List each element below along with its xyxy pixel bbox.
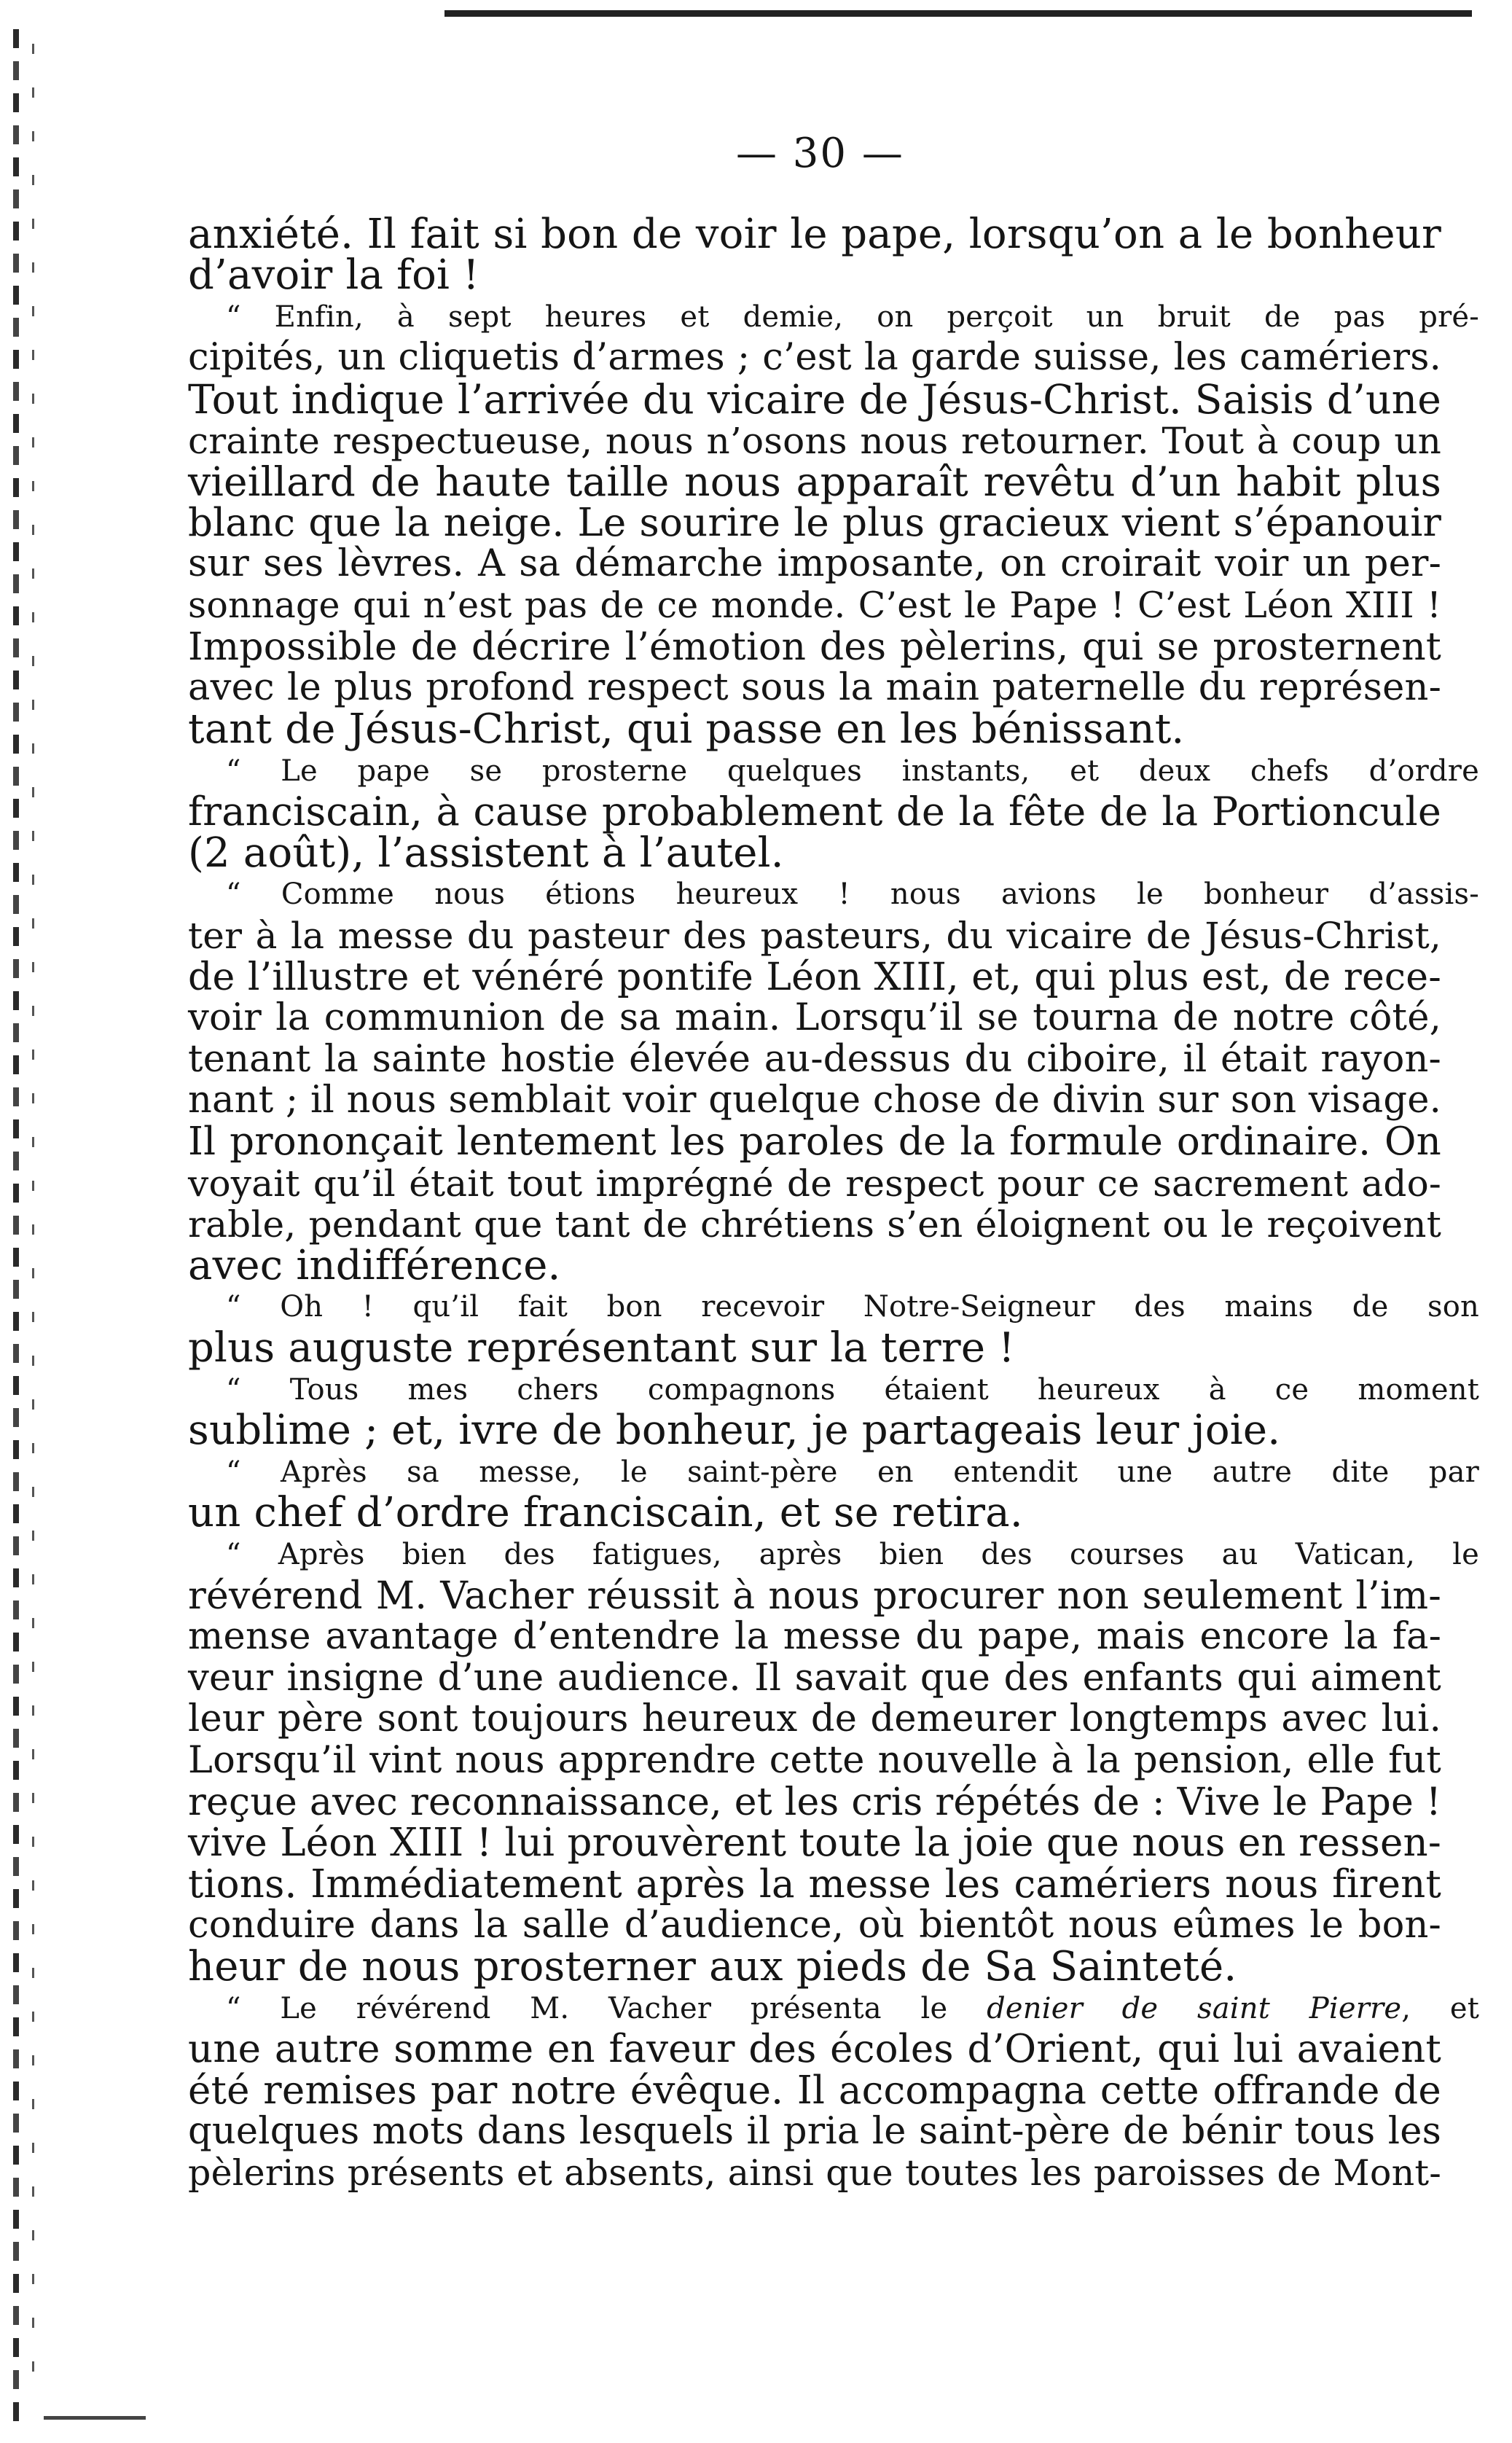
scan-edge-left [13,29,19,2427]
text-line: “ Après sa messe, le saint-père en entendit une autre dite par [226,1455,1479,1489]
scan-edge-top [444,10,1472,17]
text-line: été remises par notre évêque. Il accompagna cette offrande de [188,2068,1441,2113]
text-line: Il prononçait lentement les paroles de la formule ordinaire. On [188,1119,1441,1164]
text-line: un chef d’ordre franciscain, et se retira. [188,1489,1023,1536]
text-line: révérend M. Vacher réussit à nous procurer non seulement l’im- [188,1574,1441,1618]
text-line: heur de nous prosterner aux pieds de Sa Sainteté. [188,1943,1237,1990]
text-line: vive Léon XIII ! lui prouvèrent toute la joie que nous en ressen- [188,1821,1441,1865]
scan-edge-bottom [44,2416,146,2420]
text-line: leur père sont toujours heureux de demeurer longtemps avec lui. [188,1697,1441,1740]
text-line: sublime ; et, ivre de bonheur, je partageais leur joie. [188,1407,1281,1454]
text-line: sur ses lèvres. A sa démarche imposante, on croirait voir un per- [188,542,1441,585]
text-line: “ Oh ! qu’il fait bon recevoir Notre-Seigneur des mains de son [226,1290,1479,1324]
text-line: vieillard de haute taille nous apparaît revêtu d’un habit plus [188,458,1441,505]
text-line: franciscain, à cause probablement de la fête de la Portioncule [188,789,1441,834]
text-line: ter à la messe du pasteur des pasteurs, du vicaire de Jésus-Christ, [188,915,1441,957]
text-line: rable, pendant que tant de chrétiens s’en éloignent ou le reçoivent [188,1203,1441,1246]
text-line: (2 août), l’assistent à l’autel. [188,829,784,877]
page-number: — 30 — [736,130,904,177]
text-line: reçue avec reconnaissance, et les cris répétés de : Vive le Pape ! [188,1781,1441,1824]
text-line: nant ; il nous semblait voir quelque chose de divin sur son visage. [188,1079,1441,1122]
text-line: d’avoir la foi ! [188,251,479,299]
text-line: cipités, un cliquetis d’armes ; c’est la garde suisse, les camériers. [188,336,1441,379]
text-line: veur insigne d’une audience. Il savait que des enfants qui aiment [188,1657,1441,1700]
text-line: une autre somme en faveur des écoles d’Orient, qui lui avaient [188,2027,1441,2071]
text-line: voir la communion de sa main. Lorsqu’il se tourna de notre côté, [188,996,1441,1039]
text-line: avec le plus profond respect sous la main paternelle du représen- [188,666,1441,709]
text-line: tant de Jésus-Christ, qui passe en les bénissant. [188,705,1185,753]
text-line: quelques mots dans lesquels il pria le saint-père de bénir tous les [188,2110,1441,2153]
text-line: pèlerins présents et absents, ainsi que toutes les paroisses de Mont- [188,2152,1441,2194]
text-line: “ Après bien des fatigues, après bien des courses au Vatican, le [226,1538,1479,1571]
text-line: tions. Immédiatement après la messe les camériers nous firent [188,1862,1441,1907]
text-line: avec indifférence. [188,1242,561,1289]
text-line: Tout indique l’arrivée du vicaire de Jésus-Christ. Saisis d’une [188,376,1441,423]
text-line: crainte respectueuse, nous n’osons nous retourner. Tout à coup un [188,420,1441,462]
text-line: tenant la sainte hostie élevée au-dessus du ciboire, il était rayon- [188,1038,1441,1081]
text-line: “ Tous mes chers compagnons étaient heureux à ce moment [226,1373,1479,1407]
scan-edge-left-inner [32,44,34,2405]
text-line: “ Le pape se prosterne quelques instants, et deux chefs d’ordre [226,754,1479,788]
text-line: “ Enfin, à sept heures et demie, on perçoit un bruit de pas pré- [226,300,1479,334]
text-line: “ Le révérend M. Vacher présenta le denier de saint Pierre, et [226,1992,1479,2025]
text-line: anxiété. Il fait si bon de voir le pape, lorsqu’on a le bonheur [188,211,1441,258]
text-line: “ Comme nous étions heureux ! nous avions le bonheur d’assis- [226,877,1479,911]
italic-phrase: denier de saint Pierre [987,1992,1402,2025]
text-line: Impossible de décrire l’émotion des pèlerins, qui se prosternent [188,625,1441,669]
text-line: voyait qu’il était tout imprégné de respect pour ce sacrement ado- [188,1162,1441,1205]
text-line: mense avantage d’entendre la messe du pape, mais encore la fa- [188,1615,1441,1658]
text-line: Lorsqu’il vint nous apprendre cette nouvelle à la pension, elle fut [188,1739,1441,1782]
text-line: de l’illustre et vénéré pontife Léon XIII, et, qui plus est, de rece- [188,955,1441,999]
text-line: sonnage qui n’est pas de ce monde. C’est le Pape ! C’est Léon XIII ! [188,585,1441,626]
text-line: blanc que la neige. Le sourire le plus gracieux vient s’épanouir [188,501,1441,545]
text-line: conduire dans la salle d’audience, où bientôt nous eûmes le bon- [188,1904,1441,1947]
text-line: plus auguste représentant sur la terre ! [188,1324,1015,1372]
